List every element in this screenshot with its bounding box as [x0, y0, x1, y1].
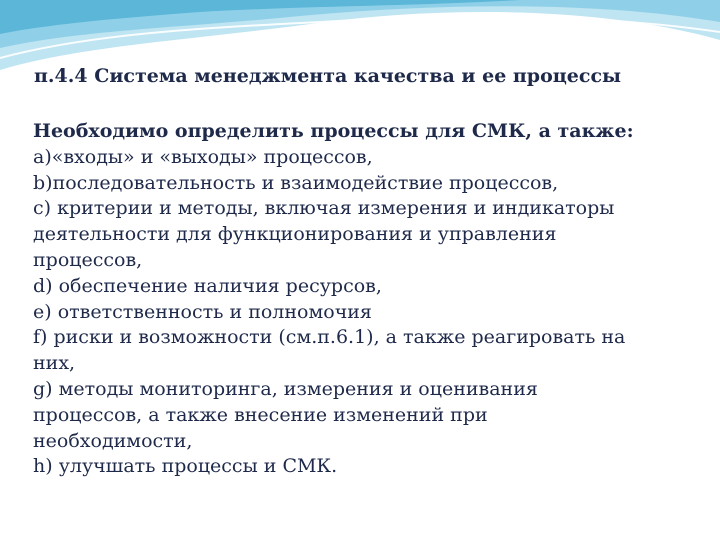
body-line: e) ответственность и полномочия [33, 300, 372, 323]
body-line: a)«входы» и «выходы» процессов, [33, 145, 373, 168]
body-line: b)последовательность и взаимодействие процессов, [33, 171, 559, 194]
body-line: них, [33, 352, 76, 375]
body-line-lead: Необходимо определить процессы для СМК, а также: [33, 120, 634, 142]
body-line: процессов, а также внесение изменений при [33, 403, 488, 426]
body-line: c) критерии и методы, включая измерения и индикаторы [33, 197, 615, 220]
body-line: h) улучшать процессы и СМК. [33, 455, 338, 478]
body-line: процессов, [33, 248, 143, 271]
body-line: деятельности для функционирования и управления [33, 223, 557, 246]
slide-body [33, 119, 703, 480]
body-line: d) обеспечение наличия ресурсов, [33, 274, 382, 297]
body-line: f) риски и возможности (см.п.6.1), а также реагировать на [33, 326, 626, 349]
body-line: необходимости, [33, 429, 193, 452]
body-line: g) методы мониторинга, измерения и оценивания [33, 377, 538, 400]
slide-title: п.4.4 Система менеджмента качества и ее процессы [34, 65, 622, 87]
